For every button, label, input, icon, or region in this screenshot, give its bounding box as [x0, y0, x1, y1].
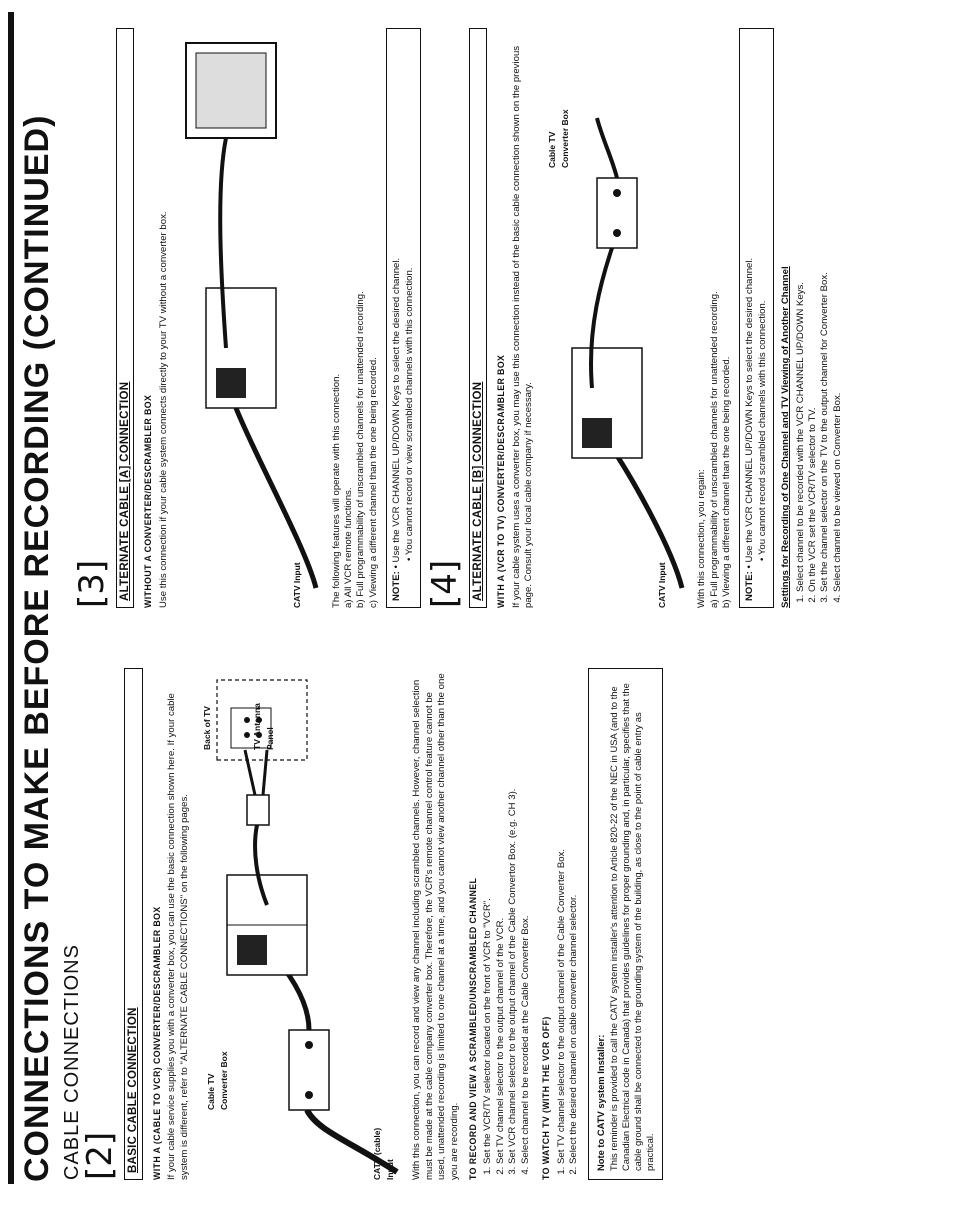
label-back-of-tv: Back of TV [202, 706, 213, 750]
feature-item: b) Full programmability of unscrambled channels for unattended recording. [355, 291, 367, 608]
section-2-intro: If your cable service supplies you with a converter box, you can use the basic connection shown here. If your cable system is different, refer to "ALTERNATE CABLE CONNECTIONS" on the following pages. [166, 693, 190, 1180]
section-4-number: [4] [425, 559, 466, 608]
settings-step: 4. Select channel to be viewed on Converter Box. [832, 28, 844, 592]
note-line: • You cannot record scrambled channels with this connection. [756, 300, 768, 561]
right-column: [3] ALTERNATE CABLE [A] CONNECTION WITHOUT A CONVERTER/DESCRAMBLER BOX Use this connection if your cable system connects directly to your TV without a converter box. CATV Input The following features will operate with this connection. a) All VCR remote functions. b) Full programmability of unscrambled channels for unattended recording. c) Viewing a different channel than the one being recorded. NOTE: • Use the VCR CHANNEL UP/DOWN Keys to select the desired channel. • You cannot record or view scrambled channels with this connection. [4] ALTERNATE CABLE [B] CONNECTION WITH A (VCR TO TV) CONVERTER/DESCRAMBLER BOX If your cable system uses a converter box, you may use this connection instead of the basic cable connection shown on the previous page. Consult your local cable company if necessary. CATV Input Cable TV Converter Box With this connection, you regain: a) Full programmability of unscrambled channels for unattended recording. b) Viewing a different channel than the one being recorded. NOTE: • Use the VCR CHANNEL UP/DOWN Keys to select the desired channel. • You cannot record scrambled channels with this connection. Settings for Recording of One Channel and TV Viewing of Another Channel 1. Select channel to be recorded with the VCR CHANNEL UP/DOWN Keys. 2. On the VCR set the VCR/TV selector to TV. 3. Set the channel selector on the TV to the output channel for Converter Box. 4. Select channel to be viewed on Converter Box. [70, 28, 852, 608]
section-3-number: [3] [72, 559, 112, 608]
settings-step: 2. On the VCR set the VCR/TV selector to TV. [807, 28, 819, 592]
feature-item: c) Viewing a different channel than the one being recorded. [367, 357, 379, 608]
features-intro: The following features will operate with this connection. [330, 373, 342, 608]
section-3-note [386, 28, 421, 608]
section-4-heading: WITH A (VCR TO TV) CONVERTER/DESCRAMBLER BOX [496, 354, 507, 608]
installer-note [588, 668, 663, 1180]
converter-box [597, 178, 637, 248]
section-3-intro: Use this connection if your cable system connects directly to your TV without a converter box. [157, 211, 169, 608]
settings-step: 3. Set the channel selector on the TV to the output channel for Converter Box. [819, 28, 831, 592]
label-tv-antenna-panel: TV Antenna Panel [252, 703, 275, 750]
settings-heading: Settings for Recording of One Channel and TV Viewing of Another Channel [780, 266, 792, 608]
watch-step: 2. Select the desired channel on cable converter channel selector. [568, 668, 580, 1164]
section-3-bar: ALTERNATE CABLE [A] CONNECTION [116, 28, 134, 608]
installer-note-text: This reminder is provided to call the CATV system installer's attention to Article 820-22 of the NEC in USA (and to the Canadian Electrical code in Canada) that provides guidelines for proper grounding and, in particular, specifies that the cable ground shall be connected to the grounding system of the building, as close to the point of cable entry as practical. [607, 683, 656, 1171]
watch-step: 1. Set TV channel selector to the output channel of the Cable Converter Box. [556, 668, 568, 1164]
top-rule [8, 12, 14, 1184]
section-4-note [739, 28, 774, 608]
record-step: 3. Set VCR channel selector to the output channel of the Cable Convertor Box. (e.g. CH 3). [507, 668, 519, 1164]
feature-item: a) All VCR remote functions. [343, 487, 355, 608]
regain-item: a) Full programmability of unscrambled channels for unattended recording. [708, 291, 720, 608]
section-2-bar: BASIC CABLE CONNECTION [124, 668, 142, 1180]
label-converter-box-b: Cable TV Converter Box [547, 109, 570, 168]
label-catv-input: CATV (cable) Input [372, 1127, 395, 1180]
note-line: • You cannot record or view scrambled channels with this connection. [403, 267, 415, 561]
note-line: • Use the VCR CHANNEL UP/DOWN Keys to select the desired channel. [744, 257, 756, 569]
regain-list [709, 28, 734, 608]
regain-item: b) Viewing a different channel than the one being recorded. [720, 356, 732, 608]
installer-note-title: Note to CATV system Installer: [595, 1034, 607, 1171]
features-list [343, 28, 380, 608]
section-2-number: [2] [80, 1131, 121, 1180]
regain-intro: With this connection, you regain: [696, 469, 708, 608]
note-label: NOTE: [391, 571, 403, 601]
settings-step: 1. Select channel to be recorded with the VCR CHANNEL UP/DOWN Keys. [795, 28, 807, 592]
note-label: NOTE: [744, 571, 756, 601]
record-steps [482, 668, 532, 1180]
label-catv-input-b: CATV Input [657, 562, 668, 608]
watch-steps [556, 668, 581, 1180]
alternate-a-diagram [176, 28, 326, 608]
settings-steps [795, 28, 845, 608]
section-4-bar: ALTERNATE CABLE [B] CONNECTION [469, 28, 487, 608]
record-step: 2. Set TV channel selector to the output channel of the VCR. [495, 668, 507, 1164]
record-step: 4. Select channel to be recorded at the Cable Converter Box. [520, 668, 532, 1164]
record-step: 1. Set the VCR/TV selector located on the front of VCR to "VCR". [482, 668, 494, 1164]
section-4-intro: If your cable system uses a converter box, you may use this connection instead of the basic cable connection shown on the previous page. Consult your local cable company if necessary. [510, 45, 535, 608]
subtitle: CABLE CONNECTIONS [61, 944, 83, 1180]
section-2-heading: WITH A (CABLE TO VCR) CONVERTER/DESCRAMBLER BOX [151, 906, 162, 1180]
note-line: • Use the VCR CHANNEL UP/DOWN Keys to select the desired channel. [391, 257, 403, 569]
page-title: CONNECTIONS TO MAKE BEFORE RECORDING (CONTINUED) [18, 114, 56, 1182]
left-column [61, 668, 663, 1180]
record-heading: TO RECORD AND VIEW A SCRAMBLED/UNSCRAMBLED CHANNEL [468, 877, 479, 1180]
label-converter-box: Cable TV Converter Box [206, 1051, 229, 1110]
section-2-body: With this connection, you can record and view any channel including scrambled channels. However, channel selection must be made at the cable company converter box. Therefore, the VCR's remote channel control feature cannot be used, unattended recording is limited to one channel at a time, and you cannot view another channel other than the one you are recording. [411, 673, 460, 1180]
section-3-heading: WITHOUT A CONVERTER/DESCRAMBLER BOX [143, 394, 154, 608]
watch-heading: TO WATCH TV (WITH THE VCR OFF) [541, 1016, 552, 1180]
